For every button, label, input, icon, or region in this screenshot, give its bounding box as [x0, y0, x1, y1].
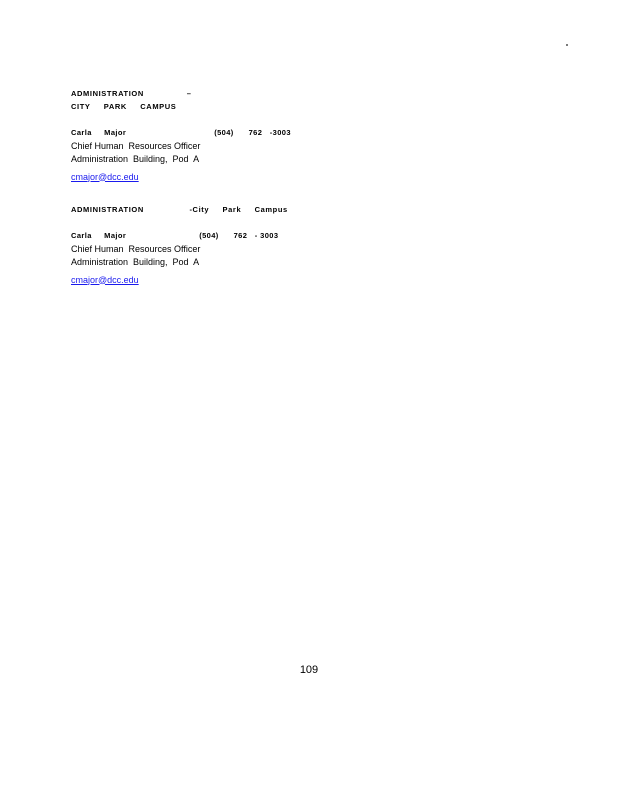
entry-title: Chief Human Resources Officer	[71, 243, 201, 254]
entry-email-link[interactable]: cmajor@dcc.edu	[71, 171, 139, 182]
directory-section-1	[71, 88, 531, 185]
entry-name: Carla Major	[71, 231, 127, 240]
page-number: 109	[299, 664, 319, 676]
entry-name-row	[71, 126, 531, 140]
entry-email-link[interactable]: cmajor@dcc.edu	[71, 274, 139, 285]
entry-title: Chief Human Resources Officer	[71, 140, 201, 151]
section-heading-line1: ADMINISTRATION -City Park Campus	[71, 204, 288, 214]
section-spacer	[71, 185, 531, 204]
directory-entry	[71, 229, 531, 288]
section-heading-line2: CITY PARK CAMPUS	[71, 101, 177, 111]
entry-phone: (504) 762 -3003	[214, 128, 291, 137]
page-artifact-dot	[566, 44, 568, 46]
entry-location: Administration Building, Pod A	[71, 154, 200, 164]
entry-location: Administration Building, Pod A	[71, 257, 200, 267]
entry-name: Carla Major	[71, 128, 127, 137]
directory-entry	[71, 126, 531, 185]
entry-phone: (504) 762 - 3003	[199, 231, 279, 240]
section-heading-line1: ADMINISTRATION –	[71, 89, 192, 98]
directory-section-2	[71, 204, 531, 288]
entry-name-row	[71, 229, 531, 243]
document-body	[71, 88, 531, 288]
